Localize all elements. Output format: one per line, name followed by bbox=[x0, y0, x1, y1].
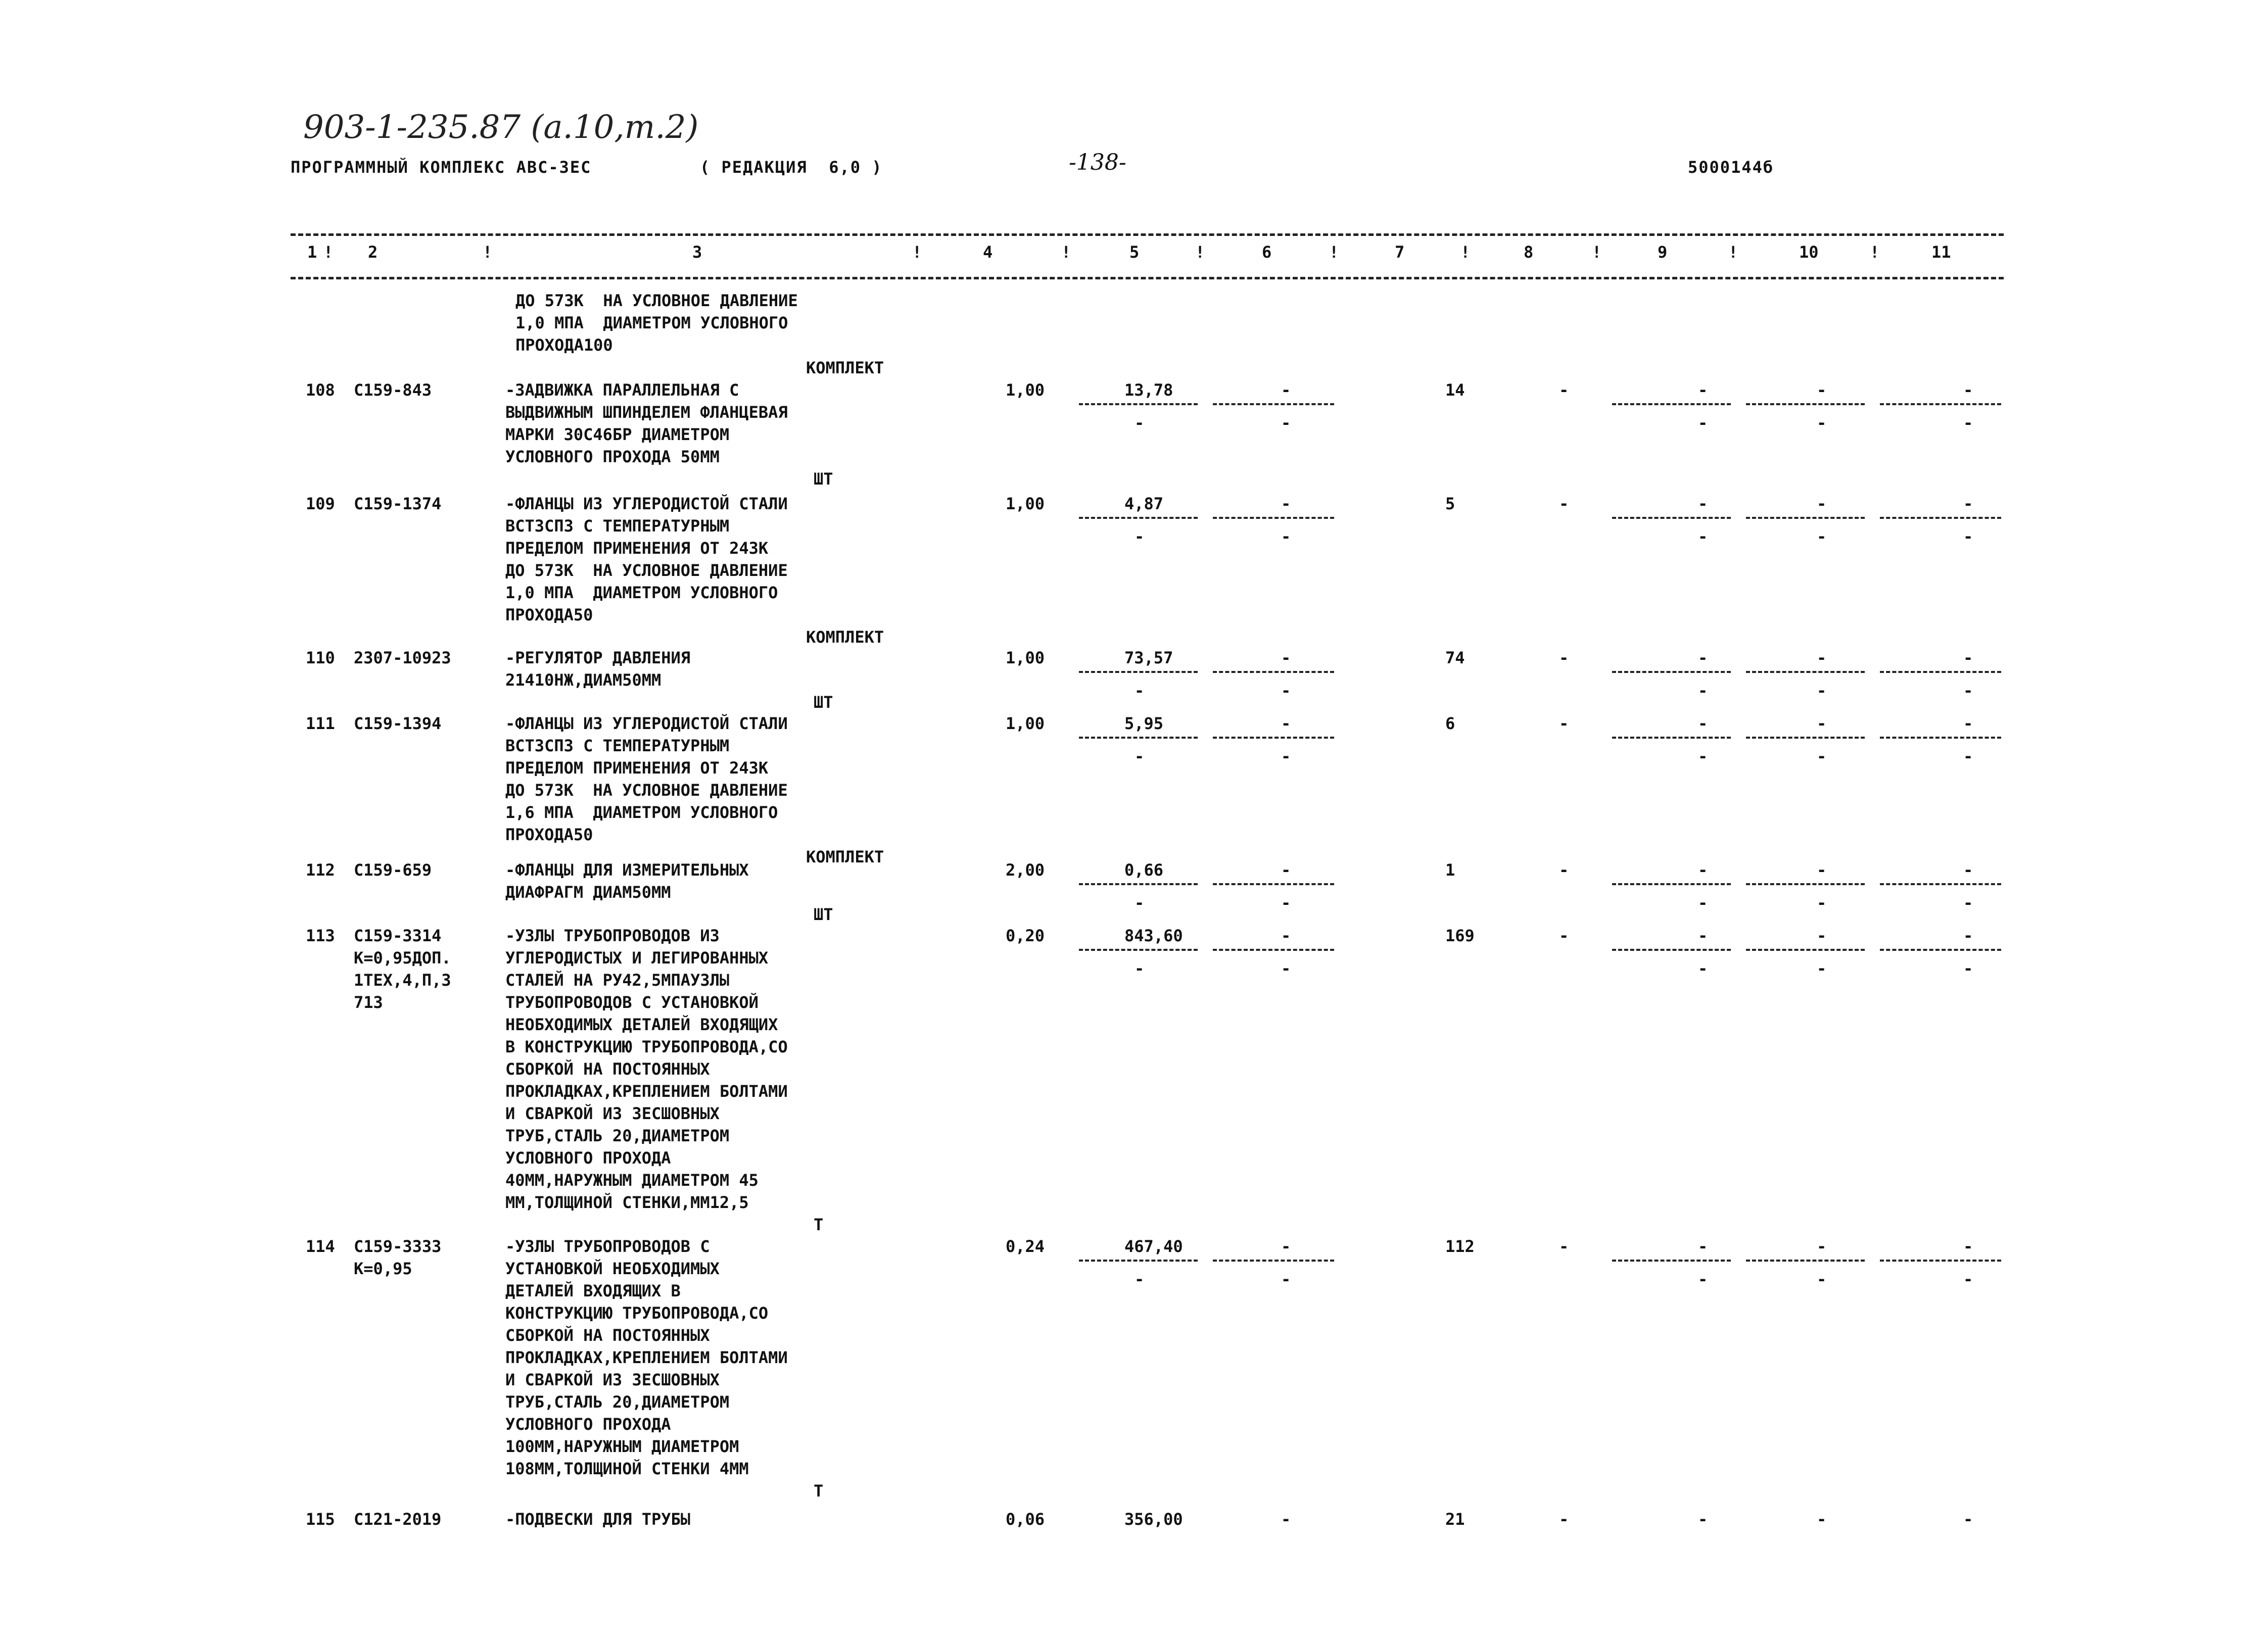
row-description-line: ПРОКЛАДКАХ,КРЕПЛЕНИЕМ БОЛТАМИ bbox=[505, 1348, 788, 1367]
row-unit: ШТ bbox=[814, 469, 833, 489]
row-number: 112 bbox=[306, 860, 335, 880]
dash-mark: - bbox=[1135, 413, 1145, 432]
row-col7: 6 bbox=[1445, 714, 1455, 733]
column-number: 5 bbox=[1129, 243, 1140, 262]
row-description-line: ТРУБ,СТАЛЬ 20,ДИАМЕТРОМ bbox=[505, 1392, 730, 1412]
subtotal-rule bbox=[1880, 517, 2001, 519]
row-description-line: -ФЛАНЦЫ ДЛЯ ИЗМЕРИТЕЛЬНЫХ bbox=[505, 860, 749, 880]
dash-mark: - bbox=[1963, 1270, 1973, 1289]
row-code: 1ТЕХ,4,П,3 bbox=[354, 971, 451, 990]
row-description-line: И СВАРКОЙ ИЗ ЗЕСШОВНЫХ bbox=[505, 1104, 720, 1123]
subtotal-rule bbox=[1079, 403, 1198, 405]
row-col6: - bbox=[1281, 380, 1291, 400]
row-quantity: 1,00 bbox=[1006, 380, 1045, 400]
row-unit: КОМПЛЕКТ bbox=[806, 628, 884, 647]
row-code: С159-659 bbox=[354, 860, 432, 880]
handwritten-reference: 903-1-235.87 (а.10,т.2) bbox=[303, 109, 699, 146]
column-number: 8 bbox=[1524, 243, 1534, 262]
row-col6: - bbox=[1281, 648, 1291, 667]
row-description-line: 1,6 МПА ДИАМЕТРОМ УСЛОВНОГО bbox=[505, 803, 778, 822]
dash-mark: - bbox=[1698, 959, 1708, 978]
column-number: 6 bbox=[1262, 243, 1272, 262]
dash-mark: - bbox=[1135, 1270, 1145, 1289]
row-number: 114 bbox=[306, 1237, 335, 1256]
row-description-line: ММ,ТОЛЩИНОЙ СТЕНКИ,ММ12,5 bbox=[505, 1193, 749, 1212]
row-col6: - bbox=[1281, 926, 1291, 945]
column-separator: ! bbox=[483, 243, 493, 262]
row-description-line: И СВАРКОЙ ИЗ ЗЕСШОВНЫХ bbox=[505, 1370, 720, 1389]
subtotal-rule bbox=[1612, 403, 1731, 405]
row-quantity: 0,20 bbox=[1006, 926, 1045, 945]
row-unit: Т bbox=[814, 1215, 824, 1234]
subtotal-rule bbox=[1746, 737, 1865, 739]
row-col8: - bbox=[1559, 714, 1569, 733]
dash-mark: - bbox=[1698, 747, 1708, 766]
row-description-line: -РЕГУЛЯТОР ДАВЛЕНИЯ bbox=[505, 648, 691, 667]
row-col6: - bbox=[1281, 860, 1291, 880]
subtotal-rule bbox=[1213, 883, 1334, 885]
row-description-line: -УЗЛЫ ТРУБОПРОВОДОВ С bbox=[505, 1237, 710, 1256]
row-description-line: УСЛОВНОГО ПРОХОДА bbox=[505, 1415, 671, 1434]
row-col10: - bbox=[1817, 926, 1827, 945]
row-col9: - bbox=[1698, 494, 1708, 513]
row-description-line: ВСТ3СП3 С ТЕМПЕРАТУРНЫМ bbox=[505, 516, 730, 536]
row-col11: - bbox=[1963, 1237, 1973, 1256]
subtotal-rule bbox=[1079, 517, 1198, 519]
subtotal-rule bbox=[1746, 517, 1865, 519]
row-col5: 4,87 bbox=[1124, 494, 1164, 513]
table-top-rule bbox=[291, 233, 2004, 236]
row-description-line: -ПОДВЕСКИ ДЛЯ ТРУБЫ bbox=[505, 1510, 691, 1529]
row-description-line: -ФЛАНЦЫ ИЗ УГЛЕРОДИСТОЙ СТАЛИ bbox=[505, 494, 788, 513]
row-description-line: 21410НЖ,ДИАМ50ММ bbox=[505, 670, 662, 690]
subtotal-rule bbox=[1213, 949, 1334, 951]
row-col9: - bbox=[1698, 1237, 1708, 1256]
row-col10: - bbox=[1817, 1510, 1827, 1529]
dash-mark: - bbox=[1135, 959, 1145, 978]
dash-mark: - bbox=[1963, 893, 1973, 912]
column-separator: ! bbox=[1329, 243, 1339, 262]
row-description-line: СБОРКОЙ НА ПОСТОЯННЫХ bbox=[505, 1326, 710, 1345]
column-number: 1 bbox=[307, 243, 317, 262]
row-col11: - bbox=[1963, 648, 1973, 667]
row-col9: - bbox=[1698, 860, 1708, 880]
row-col9: - bbox=[1698, 1510, 1708, 1529]
row-col10: - bbox=[1817, 1237, 1827, 1256]
subtotal-rule bbox=[1746, 949, 1865, 951]
dash-mark: - bbox=[1963, 747, 1973, 766]
row-col10: - bbox=[1817, 494, 1827, 513]
dash-mark: - bbox=[1963, 527, 1973, 546]
row-col7: 1 bbox=[1445, 860, 1455, 880]
row-number: 111 bbox=[306, 714, 335, 733]
row-col11: - bbox=[1963, 380, 1973, 400]
row-description-line: ДО 573К НА УСЛОВНОЕ ДАВЛЕНИЕ bbox=[505, 781, 788, 800]
dash-mark: - bbox=[1281, 893, 1291, 912]
column-separator: ! bbox=[1728, 243, 1738, 262]
row-quantity: 2,00 bbox=[1006, 860, 1045, 880]
row-col5: 73,57 bbox=[1124, 648, 1173, 667]
row-col9: - bbox=[1698, 648, 1708, 667]
row-col10: - bbox=[1817, 714, 1827, 733]
row-code: С159-1394 bbox=[354, 714, 442, 733]
dash-mark: - bbox=[1817, 747, 1827, 766]
table-header-rule bbox=[291, 277, 2004, 279]
row-unit: Т bbox=[814, 1481, 824, 1501]
subtotal-rule bbox=[1213, 403, 1334, 405]
dash-mark: - bbox=[1281, 681, 1291, 700]
subtotal-rule bbox=[1612, 1260, 1731, 1262]
subtotal-rule bbox=[1612, 517, 1731, 519]
row-col6: - bbox=[1281, 714, 1291, 733]
dash-mark: - bbox=[1698, 527, 1708, 546]
row-col5: 843,60 bbox=[1124, 926, 1183, 945]
row-quantity: 1,00 bbox=[1006, 648, 1045, 667]
subtotal-rule bbox=[1079, 1260, 1198, 1262]
row-col11: - bbox=[1963, 494, 1973, 513]
column-number: 11 bbox=[1931, 243, 1951, 262]
subtotal-rule bbox=[1880, 671, 2001, 673]
row-col5: 5,95 bbox=[1124, 714, 1164, 733]
column-separator: ! bbox=[1195, 243, 1205, 262]
row-col5: 356,00 bbox=[1124, 1510, 1183, 1529]
column-number: 9 bbox=[1658, 243, 1668, 262]
carry-over-line: 1,0 МПА ДИАМЕТРОМ УСЛОВНОГО bbox=[515, 313, 788, 332]
row-description-line: МАРКИ 30С46БР ДИАМЕТРОМ bbox=[505, 425, 730, 444]
subtotal-rule bbox=[1746, 1260, 1865, 1262]
dash-mark: - bbox=[1135, 893, 1145, 912]
document-code: 5000144б bbox=[1688, 158, 1774, 177]
dash-mark: - bbox=[1817, 1270, 1827, 1289]
row-description-line: ТРУБОПРОВОДОВ С УСТАНОВКОЙ bbox=[505, 993, 759, 1012]
row-quantity: 0,06 bbox=[1006, 1510, 1045, 1529]
column-separator: ! bbox=[1870, 243, 1880, 262]
row-code: С159-3314 bbox=[354, 926, 442, 945]
row-code: С159-3333 bbox=[354, 1237, 442, 1256]
row-col5: 0,66 bbox=[1124, 860, 1164, 880]
row-col5: 13,78 bbox=[1124, 380, 1173, 400]
row-description-line: 100ММ,НАРУЖНЫМ ДИАМЕТРОМ bbox=[505, 1437, 739, 1456]
subtotal-rule bbox=[1880, 883, 2001, 885]
row-col11: - bbox=[1963, 1510, 1973, 1529]
dash-mark: - bbox=[1817, 959, 1827, 978]
subtotal-rule bbox=[1213, 737, 1334, 739]
subtotal-rule bbox=[1612, 883, 1731, 885]
row-code: К=0,95 bbox=[354, 1259, 412, 1278]
row-col6: - bbox=[1281, 494, 1291, 513]
row-col8: - bbox=[1559, 860, 1569, 880]
row-col6: - bbox=[1281, 1237, 1291, 1256]
row-description-line: ДО 573К НА УСЛОВНОЕ ДАВЛЕНИЕ bbox=[505, 561, 788, 580]
row-description-line: ДЕТАЛЕЙ ВХОДЯЩИХ В bbox=[505, 1281, 681, 1300]
row-col7: 21 bbox=[1445, 1510, 1465, 1529]
subtotal-rule bbox=[1612, 671, 1731, 673]
row-col8: - bbox=[1559, 494, 1569, 513]
column-number: 10 bbox=[1799, 243, 1819, 262]
page-number: -138- bbox=[1069, 150, 1126, 175]
row-quantity: 1,00 bbox=[1006, 714, 1045, 733]
carry-over-unit: КОМПЛЕКТ bbox=[806, 358, 884, 377]
row-number: 113 bbox=[306, 926, 335, 945]
subtotal-rule bbox=[1880, 403, 2001, 405]
row-description-line: ПРОХОДА50 bbox=[505, 825, 593, 844]
row-code: К=0,95ДОП. bbox=[354, 948, 451, 968]
row-code: 2307-10923 bbox=[354, 648, 451, 667]
dash-mark: - bbox=[1135, 527, 1145, 546]
row-col11: - bbox=[1963, 714, 1973, 733]
row-col7: 5 bbox=[1445, 494, 1455, 513]
row-description-line: КОНСТРУКЦИЮ ТРУБОПРОВОДА,СО bbox=[505, 1304, 769, 1323]
column-number: 4 bbox=[983, 243, 993, 262]
subtotal-rule bbox=[1079, 883, 1198, 885]
row-description-line: СБОРКОЙ НА ПОСТОЯННЫХ bbox=[505, 1059, 710, 1079]
row-col11: - bbox=[1963, 860, 1973, 880]
row-number: 110 bbox=[306, 648, 335, 667]
dash-mark: - bbox=[1817, 893, 1827, 912]
subtotal-rule bbox=[1746, 671, 1865, 673]
row-description-line: СТАЛЕЙ НА РУ42,5МПАУЗЛЫ bbox=[505, 971, 730, 990]
row-description-line: ДИАФРАГМ ДИАМ50ММ bbox=[505, 883, 671, 902]
row-description-line: ПРЕДЕЛОМ ПРИМЕНЕНИЯ ОТ 243К bbox=[505, 539, 769, 558]
row-col7: 169 bbox=[1445, 926, 1475, 945]
row-description-line: -ФЛАНЦЫ ИЗ УГЛЕРОДИСТОЙ СТАЛИ bbox=[505, 714, 788, 733]
row-description-line: ПРЕДЕЛОМ ПРИМЕНЕНИЯ ОТ 243К bbox=[505, 758, 769, 778]
dash-mark: - bbox=[1963, 959, 1973, 978]
row-col7: 14 bbox=[1445, 380, 1465, 400]
row-col8: - bbox=[1559, 380, 1569, 400]
subtotal-rule bbox=[1213, 671, 1334, 673]
row-unit: ШТ bbox=[814, 905, 833, 924]
dash-mark: - bbox=[1817, 681, 1827, 700]
subtotal-rule bbox=[1746, 883, 1865, 885]
row-description-line: 40ММ,НАРУЖНЫМ ДИАМЕТРОМ 45 bbox=[505, 1171, 759, 1190]
row-col8: - bbox=[1559, 648, 1569, 667]
column-separator: ! bbox=[323, 243, 334, 262]
row-unit: КОМПЛЕКТ bbox=[806, 847, 884, 866]
row-code: С159-843 bbox=[354, 380, 432, 400]
carry-over-line: ПРОХОДА100 bbox=[515, 335, 613, 355]
subtotal-rule bbox=[1880, 949, 2001, 951]
row-col8: - bbox=[1559, 926, 1569, 945]
row-col6: - bbox=[1281, 1510, 1291, 1529]
row-code: С159-1374 bbox=[354, 494, 442, 513]
dash-mark: - bbox=[1135, 747, 1145, 766]
row-col9: - bbox=[1698, 380, 1708, 400]
dash-mark: - bbox=[1281, 959, 1291, 978]
row-description-line: ВЫДВИЖНЫМ ШПИНДЕЛЕМ ФЛАНЦЕВАЯ bbox=[505, 403, 788, 422]
row-number: 109 bbox=[306, 494, 335, 513]
subtotal-rule bbox=[1746, 403, 1865, 405]
subtotal-rule bbox=[1880, 737, 2001, 739]
subtotal-rule bbox=[1079, 737, 1198, 739]
row-code: 713 bbox=[354, 993, 383, 1012]
row-description-line: ТРУБ,СТАЛЬ 20,ДИАМЕТРОМ bbox=[505, 1126, 730, 1145]
row-quantity: 1,00 bbox=[1006, 494, 1045, 513]
column-separator: ! bbox=[912, 243, 922, 262]
column-number: 2 bbox=[368, 243, 378, 262]
row-col7: 74 bbox=[1445, 648, 1465, 667]
subtotal-rule bbox=[1880, 1260, 2001, 1262]
row-col9: - bbox=[1698, 926, 1708, 945]
row-code: С121-2019 bbox=[354, 1510, 442, 1529]
row-number: 108 bbox=[306, 380, 335, 400]
subtotal-rule bbox=[1079, 949, 1198, 951]
row-description-line: УСТАНОВКОЙ НЕОБХОДИМЫХ bbox=[505, 1259, 720, 1278]
dash-mark: - bbox=[1135, 681, 1145, 700]
carry-over-line: ДО 573К НА УСЛОВНОЕ ДАВЛЕНИЕ bbox=[515, 291, 798, 310]
row-description-line: НЕОБХОДИМЫХ ДЕТАЛЕЙ ВХОДЯЩИХ bbox=[505, 1015, 778, 1034]
dash-mark: - bbox=[1963, 681, 1973, 700]
subtotal-rule bbox=[1079, 671, 1198, 673]
program-label: ПРОГРАММНЫЙ КОМПЛЕКС АВС-3ЕС bbox=[291, 158, 592, 177]
column-number: 7 bbox=[1395, 243, 1405, 262]
column-number: 3 bbox=[692, 243, 702, 262]
dash-mark: - bbox=[1698, 413, 1708, 432]
row-number: 115 bbox=[306, 1510, 335, 1529]
row-col5: 467,40 bbox=[1124, 1237, 1183, 1256]
row-quantity: 0,24 bbox=[1006, 1237, 1045, 1256]
row-col8: - bbox=[1559, 1237, 1569, 1256]
subtotal-rule bbox=[1213, 517, 1334, 519]
dash-mark: - bbox=[1698, 1270, 1708, 1289]
row-col10: - bbox=[1817, 860, 1827, 880]
row-description-line: -ЗАДВИЖКА ПАРАЛЛЕЛЬНАЯ С bbox=[505, 380, 739, 400]
row-col8: - bbox=[1559, 1510, 1569, 1529]
dash-mark: - bbox=[1281, 1270, 1291, 1289]
row-col10: - bbox=[1817, 648, 1827, 667]
dash-mark: - bbox=[1698, 893, 1708, 912]
row-description-line: ВСТ3СП3 С ТЕМПЕРАТУРНЫМ bbox=[505, 736, 730, 755]
row-col7: 112 bbox=[1445, 1237, 1475, 1256]
row-unit: ШТ bbox=[814, 693, 833, 712]
dash-mark: - bbox=[1698, 681, 1708, 700]
subtotal-rule bbox=[1213, 1260, 1334, 1262]
row-description-line: ПРОКЛАДКАХ,КРЕПЛЕНИЕМ БОЛТАМИ bbox=[505, 1082, 788, 1101]
row-description-line: ПРОХОДА50 bbox=[505, 605, 593, 624]
dash-mark: - bbox=[1817, 413, 1827, 432]
row-description-line: 108ММ,ТОЛЩИНОЙ СТЕНКИ 4ММ bbox=[505, 1459, 749, 1478]
row-description-line: -УЗЛЫ ТРУБОПРОВОДОВ ИЗ bbox=[505, 926, 720, 945]
row-col10: - bbox=[1817, 380, 1827, 400]
dash-mark: - bbox=[1963, 413, 1973, 432]
edition-label: ( РЕДАКЦИЯ 6,0 ) bbox=[700, 158, 883, 177]
column-separator: ! bbox=[1460, 243, 1471, 262]
dash-mark: - bbox=[1281, 413, 1291, 432]
row-description-line: УГЛЕРОДИСТЫХ И ЛЕГИРОВАННЫХ bbox=[505, 948, 769, 968]
row-col11: - bbox=[1963, 926, 1973, 945]
row-description-line: УСЛОВНОГО ПРОХОДА 50ММ bbox=[505, 447, 720, 466]
subtotal-rule bbox=[1612, 949, 1731, 951]
dash-mark: - bbox=[1281, 527, 1291, 546]
dash-mark: - bbox=[1817, 527, 1827, 546]
column-separator: ! bbox=[1592, 243, 1602, 262]
dash-mark: - bbox=[1281, 747, 1291, 766]
row-description-line: УСЛОВНОГО ПРОХОДА bbox=[505, 1148, 671, 1168]
row-col9: - bbox=[1698, 714, 1708, 733]
column-separator: ! bbox=[1061, 243, 1071, 262]
row-description-line: 1,0 МПА ДИАМЕТРОМ УСЛОВНОГО bbox=[505, 583, 778, 602]
row-description-line: В КОНСТРУКЦИЮ ТРУБОПРОВОДА,СО bbox=[505, 1037, 788, 1056]
subtotal-rule bbox=[1612, 737, 1731, 739]
